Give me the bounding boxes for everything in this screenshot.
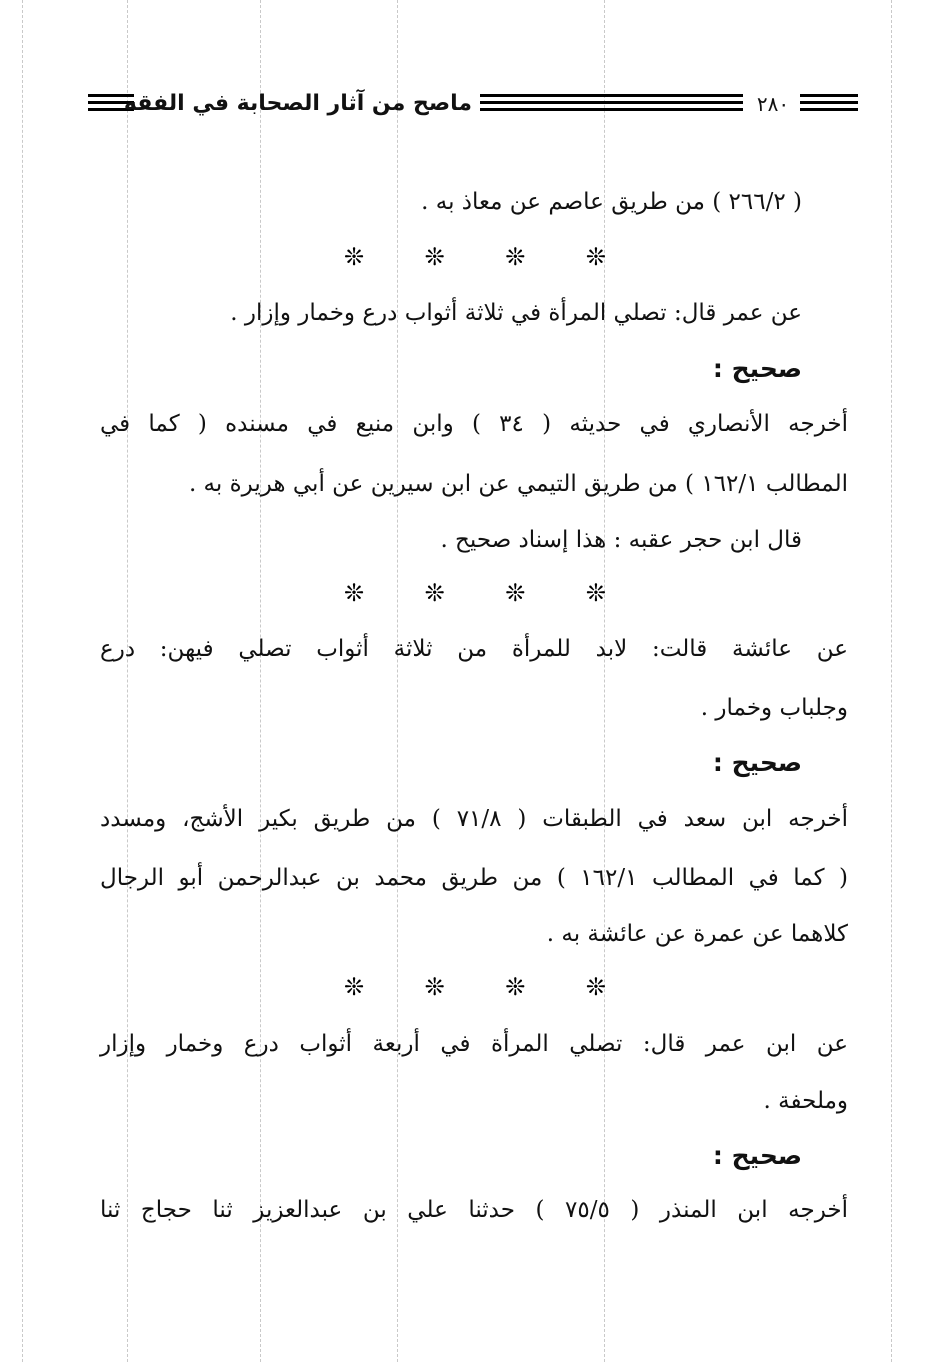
text-line: عن عمر قال: تصلي المرأة في ثلاثة أثواب درع وخمار وإزار . [230, 300, 802, 326]
text-line: وجلباب وخمار . [700, 695, 848, 721]
asterism-icon: ❊ [424, 973, 445, 1001]
scan-guide-line [127, 0, 128, 1362]
header-rule-middle [480, 94, 743, 97]
scan-guide-line [891, 0, 892, 1362]
asterism-icon: ❊ [343, 579, 365, 607]
asterism-icon: ❊ [505, 243, 526, 271]
text-line: وملحفة . [763, 1088, 848, 1114]
section-separator [340, 972, 610, 1002]
asterism-icon: ❊ [505, 973, 526, 1001]
text-line: ( كما في المطالب ١٦٢/١ ) من طريق محمد بن عبدالرحمن أبو الرجال [100, 865, 848, 891]
section-separator [340, 578, 610, 608]
page-header [88, 84, 858, 124]
text-line: قال ابن حجر عقبه : هذا إسناد صحيح . [440, 527, 802, 553]
asterism-icon: ❊ [585, 579, 607, 607]
asterism-icon: ❊ [505, 579, 526, 607]
text-line: المطالب ١٦٢/١ ) من طريق التيمي عن ابن سيرين عن أبي هريرة به . [188, 471, 848, 497]
asterism-icon: ❊ [585, 973, 607, 1001]
grading-heading: صحيح : [712, 1141, 802, 1170]
scan-guide-line [397, 0, 398, 1362]
text-line: ( ٢٦٦/٢ ) من طريق عاصم عن معاذ به . [421, 189, 802, 215]
text-line: كلاهما عن عمرة عن عائشة به . [546, 921, 848, 947]
asterism-icon: ❊ [424, 579, 445, 607]
asterism-icon: ❊ [424, 243, 445, 271]
text-line: عن عائشة قالت: لابد للمرأة من ثلاثة أثواب تصلي فيهن: درع [100, 636, 848, 662]
header-rule-right [800, 94, 858, 97]
page-number: ٢٨٠ [756, 92, 790, 116]
text-line: أخرجه الأنصاري في حديثه ( ٣٤ ) وابن منيع في مسنده ( كما في [100, 411, 848, 437]
asterism-icon: ❊ [343, 973, 365, 1001]
scan-guide-line [22, 0, 23, 1362]
scan-guide-line [260, 0, 261, 1362]
text-line: أخرجه ابن سعد في الطبقات ( ٧١/٨ ) من طريق بكير الأشج، ومسدد [100, 806, 848, 832]
book-title: ماصح من آثار الصحابة في الفقه [123, 91, 472, 116]
grading-heading: صحيح : [712, 748, 802, 777]
asterism-icon: ❊ [343, 243, 365, 271]
grading-heading: صحيح : [712, 354, 802, 383]
text-line: أخرجه ابن المنذر ( ٧٥/٥ ) حدثنا علي بن عبدالعزيز ثنا حجاج ثنا [100, 1197, 848, 1223]
section-separator [340, 242, 610, 272]
text-line: عن ابن عمر قال: تصلي المرأة في أربعة أثواب درع وخمار وإزار [100, 1031, 848, 1057]
asterism-icon: ❊ [585, 243, 607, 271]
